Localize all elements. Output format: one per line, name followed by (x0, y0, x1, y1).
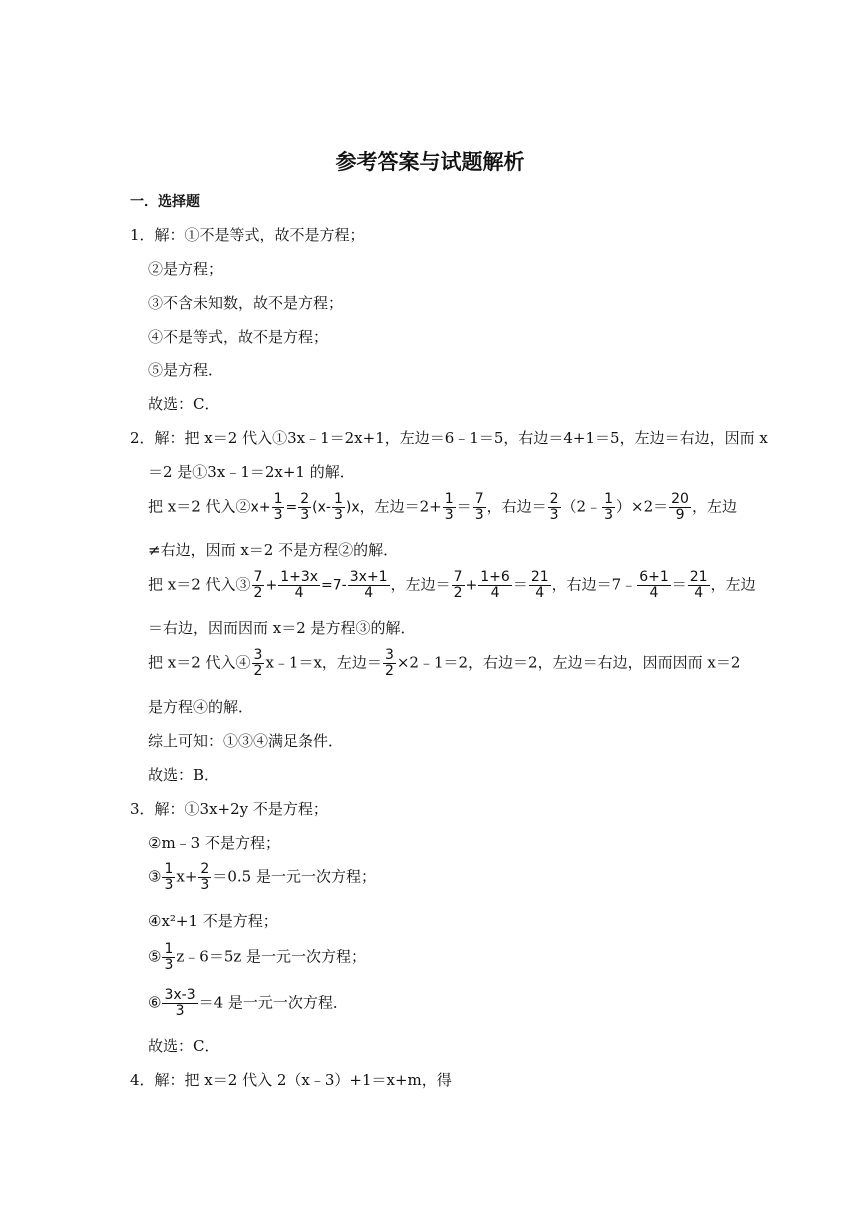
q1-head: 1．解：①不是等式，故不是方程； (130, 226, 365, 244)
fraction (348, 570, 390, 601)
q1-line5: ⑤是方程． (148, 361, 224, 379)
q2-para2 (148, 492, 737, 523)
q3-head: 3．解：①3x+2y 不是方程； (130, 800, 328, 818)
fraction (637, 570, 671, 601)
q2-para4-cont: 是方程④的解． (148, 698, 254, 716)
den: 4 (294, 585, 304, 601)
den: 4 (490, 585, 500, 601)
fraction (162, 862, 175, 893)
num: 7 (453, 569, 463, 585)
fraction (443, 492, 456, 523)
den: 2 (453, 585, 463, 601)
num: 1 (164, 861, 174, 877)
text: 把 x＝2 代入③ (148, 575, 251, 594)
num: 21 (530, 569, 549, 585)
den: 3 (333, 507, 343, 523)
eq-text: x+ (250, 499, 271, 516)
fraction (278, 570, 320, 601)
fraction (529, 570, 551, 601)
den: 4 (535, 585, 545, 601)
text: ＝0.5 是一元一次方程； (212, 867, 376, 886)
q2-head: 2．解：把 x＝2 代入①3x﹣1＝2x+1，左边＝6﹣1＝5，右边＝4+1＝5，左边＝右边，因而 x (130, 429, 768, 447)
num: 7 (474, 491, 484, 507)
q2-para2-cont: ≠右边，因而 x＝2 不是方程②的解． (148, 541, 399, 559)
fraction (298, 492, 311, 523)
text: z﹣6＝5z 是一元一次方程； (176, 947, 367, 966)
eq-text: + (465, 577, 478, 594)
den: 3 (200, 877, 210, 893)
num: 20 (671, 491, 689, 507)
fraction (162, 942, 175, 973)
q3-line4: ④x²+1 不是方程； (148, 912, 278, 930)
text: ＝ (512, 575, 528, 594)
text: ＝ (671, 575, 687, 594)
den: 3 (444, 507, 454, 523)
den: 3 (164, 957, 174, 973)
fraction (602, 492, 615, 523)
den: 2 (253, 663, 263, 679)
eq-text: + (265, 577, 278, 594)
den: 3 (549, 507, 559, 523)
text: （2﹣ (561, 497, 602, 516)
fraction (688, 570, 710, 601)
num: 2 (300, 491, 310, 507)
text: ，左边 (691, 497, 737, 516)
fraction (332, 492, 345, 523)
q2-para3 (148, 570, 756, 601)
text: ，左边 (710, 575, 756, 594)
fraction (252, 570, 265, 601)
q2-answer: 故选：B． (148, 766, 220, 784)
den: 4 (364, 585, 374, 601)
num: 1 (333, 491, 343, 507)
q1-answer: 故选：C． (148, 395, 220, 413)
q2-para4 (148, 648, 740, 679)
text: ，右边＝ (486, 497, 547, 516)
text: ，左边＝ (390, 575, 451, 594)
text: ③ (148, 867, 162, 886)
q3-line2: ②m﹣3 不是方程； (148, 834, 280, 852)
fraction (452, 570, 465, 601)
eq-text: )x (345, 499, 360, 516)
den: 4 (649, 585, 659, 601)
page-title: 参考答案与试题解析 (335, 150, 525, 174)
text: ×2﹣1＝2，右边＝2，左边＝右边，因而因而 x＝2 (396, 653, 741, 672)
num: 1+6 (480, 569, 510, 585)
num: 1 (164, 941, 174, 957)
fraction (252, 648, 265, 679)
q3-line3 (148, 862, 376, 893)
num: 1 (604, 491, 614, 507)
num: 21 (689, 569, 708, 585)
q1-line4: ④不是等式，故不是方程； (148, 328, 329, 346)
num: 6+1 (639, 569, 669, 585)
den: 3 (164, 877, 174, 893)
den: 3 (300, 507, 310, 523)
eq-text: =7- (321, 577, 347, 594)
text: ，左边＝2+ (359, 497, 442, 516)
q1-line2: ②是方程； (148, 260, 224, 278)
den: 4 (694, 585, 704, 601)
den: 2 (253, 585, 263, 601)
den: 3 (175, 1003, 185, 1019)
fraction (272, 492, 285, 523)
num: 3 (384, 647, 394, 663)
text: 把 x＝2 代入④ (148, 653, 251, 672)
text: ＝ (456, 497, 472, 516)
text: ⑥ (148, 993, 162, 1012)
q3-line6 (148, 988, 348, 1019)
q2-cont: ＝2 是①3x﹣1＝2x+1 的解． (148, 463, 355, 481)
q2-summary: 综上可知：①③④满足条件． (148, 732, 344, 750)
den: 2 (384, 663, 394, 679)
fraction (473, 492, 486, 523)
den: 3 (474, 507, 484, 523)
num: 2 (549, 491, 559, 507)
den: 3 (604, 507, 614, 523)
num: 1 (273, 491, 283, 507)
text: ⑤ (148, 947, 162, 966)
fraction (478, 570, 512, 601)
eq-text: = (285, 499, 298, 516)
q4-head: 4．解：把 x＝2 代入 2（x﹣3）+1＝x+m，得 (130, 1071, 452, 1089)
text: 把 x＝2 代入② (148, 497, 251, 516)
q3-line5 (148, 942, 366, 973)
text: x+ (176, 867, 198, 886)
den: 3 (273, 507, 283, 523)
num: 1 (444, 491, 454, 507)
text: ＝4 是一元一次方程． (198, 993, 348, 1012)
den: 9 (675, 507, 685, 523)
text: x﹣1＝x，左边＝ (265, 653, 382, 672)
text: ，右边＝7﹣ (551, 575, 637, 594)
num: 3 (253, 647, 263, 663)
eq-text: (x- (312, 499, 331, 516)
num: 3x-3 (164, 987, 196, 1003)
num: 2 (200, 861, 210, 877)
q3-answer: 故选：C． (148, 1037, 220, 1055)
num: 3x+1 (349, 569, 388, 585)
fraction (548, 492, 561, 523)
fraction (669, 492, 691, 523)
fraction (383, 648, 396, 679)
fraction (162, 988, 197, 1019)
q1-line3: ③不含未知数，故不是方程； (148, 294, 344, 312)
section-heading: 一．选择题 (130, 194, 200, 210)
text: ）×2＝ (616, 497, 669, 516)
num: 1+3x (280, 569, 319, 585)
fraction (198, 862, 211, 893)
num: 7 (253, 569, 263, 585)
q2-para3-cont: ＝右边，因而因而 x＝2 是方程③的解． (148, 619, 416, 637)
